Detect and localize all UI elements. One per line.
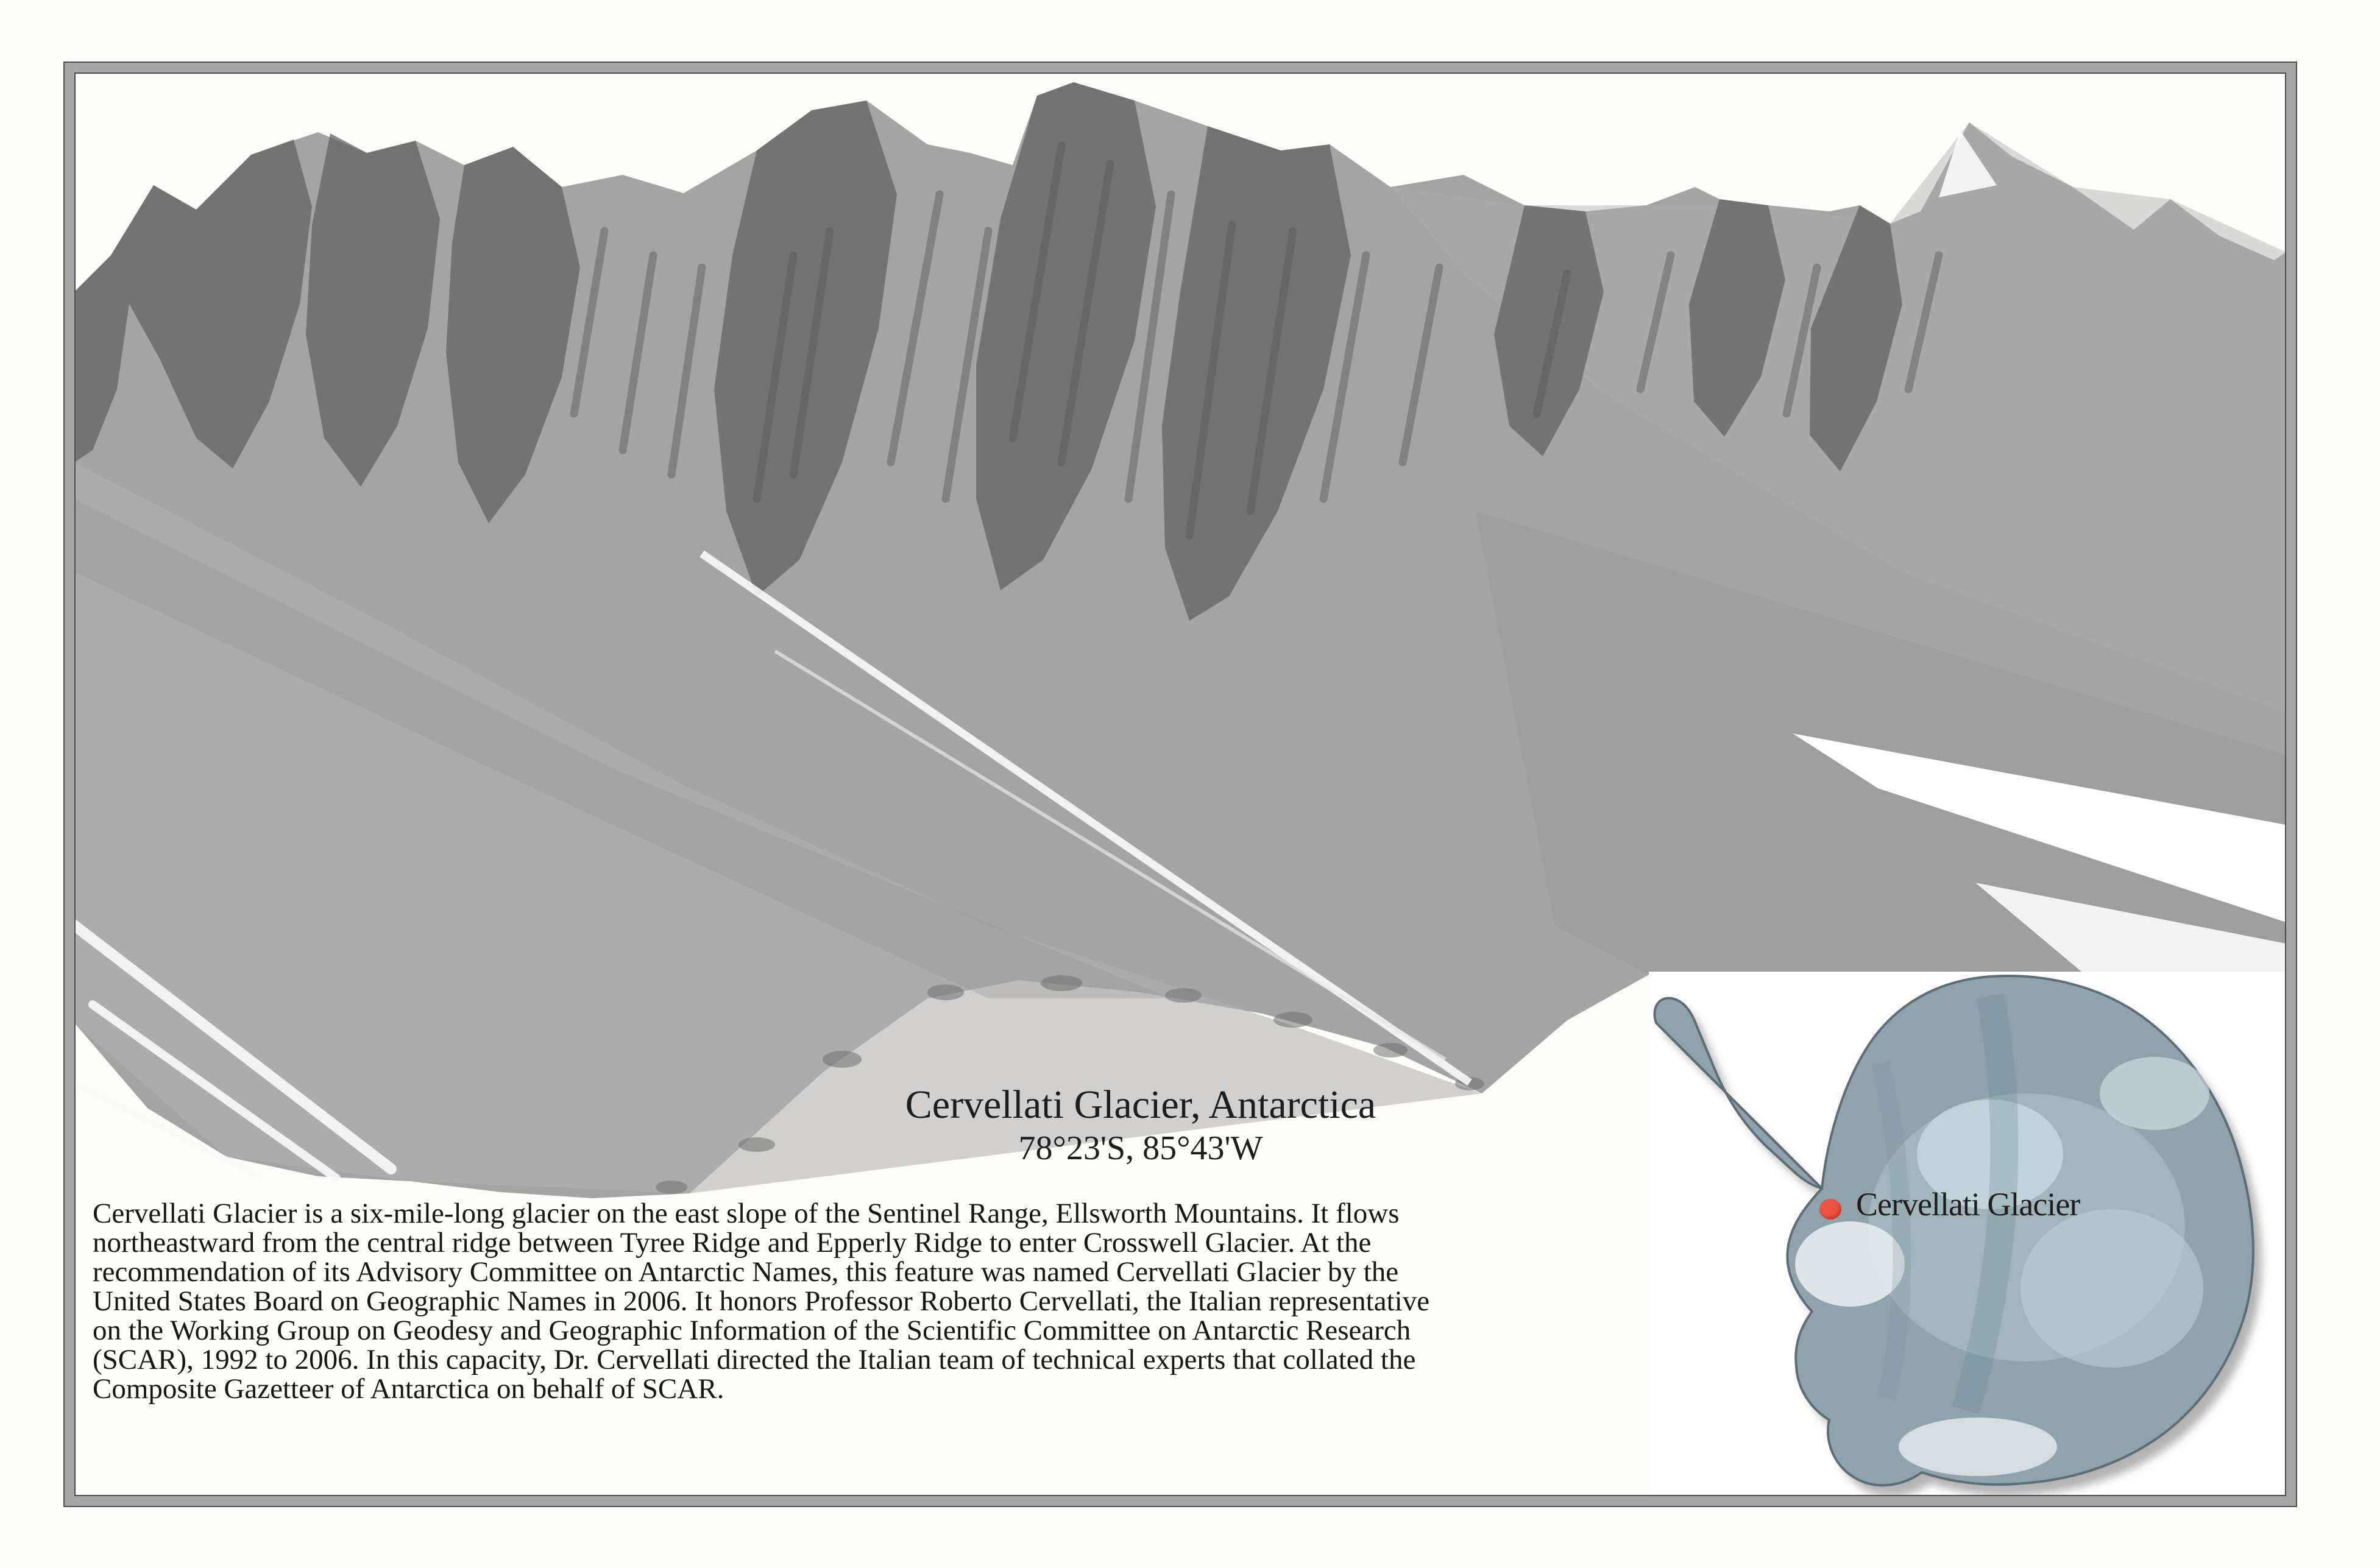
antarctica-map-inset [1649,972,2286,1496]
paragraph-line: (SCAR), 1992 to 2006. In this capacity, Dr. Cervellati directed the Italian team of technical experts that collated the [93,1344,1416,1376]
glacier-location-marker [1819,1199,1841,1220]
paragraph-line: Cervellati Glacier is a six-mile-long glacier on the east slope of the Sentinel Range, Ellsworth Mountains. It flows [93,1198,1400,1229]
paragraph-line: recommendation of its Advisory Committee on Antarctic Names, this feature was named Cervellati Glacier by the [93,1256,1399,1288]
paragraph-line: Composite Gazetteer of Antarctica on behalf of SCAR. [93,1373,724,1405]
paragraph-line: United States Board on Geographic Names in 2006. It honors Professor Roberto Cervellati, the Italian representative [93,1285,1430,1317]
paragraph-line: on the Working Group on Geodesy and Geographic Information of the Scientific Committee on Antarctic Research [93,1315,1411,1346]
map-label: Cervellati Glacier [1856,1186,2080,1223]
paragraph-line: northeastward from the central ridge between Tyree Ridge and Epperly Ridge to enter Crosswell Glacier. At the [93,1227,1372,1259]
antarctica-map [1649,972,2286,1496]
glacier-title: Cervellati Glacier, Antarctica [905,1082,1376,1127]
glacier-coordinates: 78°23'S, 85°43'W [1018,1129,1263,1167]
description-paragraph [93,1199,1738,1404]
